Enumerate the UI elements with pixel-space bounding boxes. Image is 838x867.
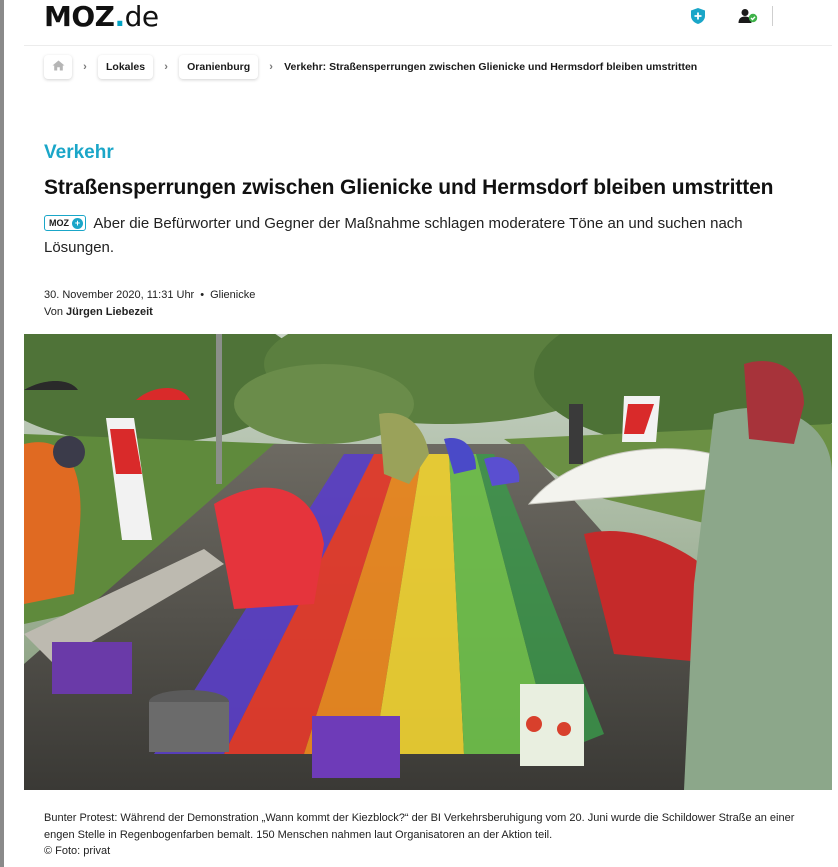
- article-teaser: [44, 212, 814, 260]
- plus-icon: +: [72, 218, 83, 229]
- user-check-icon[interactable]: [738, 6, 758, 26]
- photo-credit: © Foto: privat: [44, 845, 111, 857]
- chevron-right-icon: ›: [83, 61, 87, 73]
- breadcrumb-current: Verkehr: Straßensperrungen zwischen Glienicke und Hermsdorf bleiben umstritten: [284, 61, 698, 73]
- teaser-text: Aber die Befürworter und Gegner der Maßnahme schlagen moderatere Töne an und suchen nach Lösungen.: [44, 215, 743, 256]
- photo-rainbow-street-painting: [24, 334, 832, 790]
- article-kicker: Verkehr: [44, 142, 114, 163]
- publish-date: 30. November 2020, 11:31 Uhr: [44, 289, 195, 301]
- site-header: [24, 0, 832, 46]
- meta-bullet: •: [200, 289, 205, 301]
- article-location: Glienicke: [210, 289, 256, 301]
- site-logo[interactable]: MOZ.de: [44, 0, 159, 33]
- breadcrumb-home[interactable]: [44, 55, 72, 79]
- article-byline: Von Jürgen Liebezeit: [44, 306, 153, 318]
- author-name[interactable]: Jürgen Liebezeit: [66, 306, 153, 318]
- article-meta: [44, 289, 255, 301]
- breadcrumb-item-lokales[interactable]: Lokales: [98, 55, 153, 79]
- header-divider: [772, 6, 773, 26]
- breadcrumb: [44, 55, 697, 79]
- chevron-right-icon: ›: [164, 61, 168, 73]
- breadcrumb-item-oranienburg[interactable]: Oranienburg: [179, 55, 258, 79]
- home-icon: [52, 60, 65, 74]
- chevron-right-icon: ›: [269, 61, 273, 73]
- photo-caption: Bunter Protest: Während der Demonstration „Wann kommt der Kiezblock?“ der BI Verkehrsberuhigung vom 20. Juni wurde die Schildower Straße an einer engen Stelle in Regenbogenfarben bemalt. 150 Menschen nahmen laut Organisatoren an der Aktion teil.: [44, 812, 795, 841]
- shield-plus-icon[interactable]: [688, 6, 708, 26]
- moz-plus-badge: MOZ +: [44, 215, 86, 231]
- article-photo[interactable]: [24, 334, 832, 790]
- article-headline: Straßensperrungen zwischen Glienicke und Hermsdorf bleiben umstritten: [44, 176, 774, 199]
- window-edge: [0, 0, 4, 867]
